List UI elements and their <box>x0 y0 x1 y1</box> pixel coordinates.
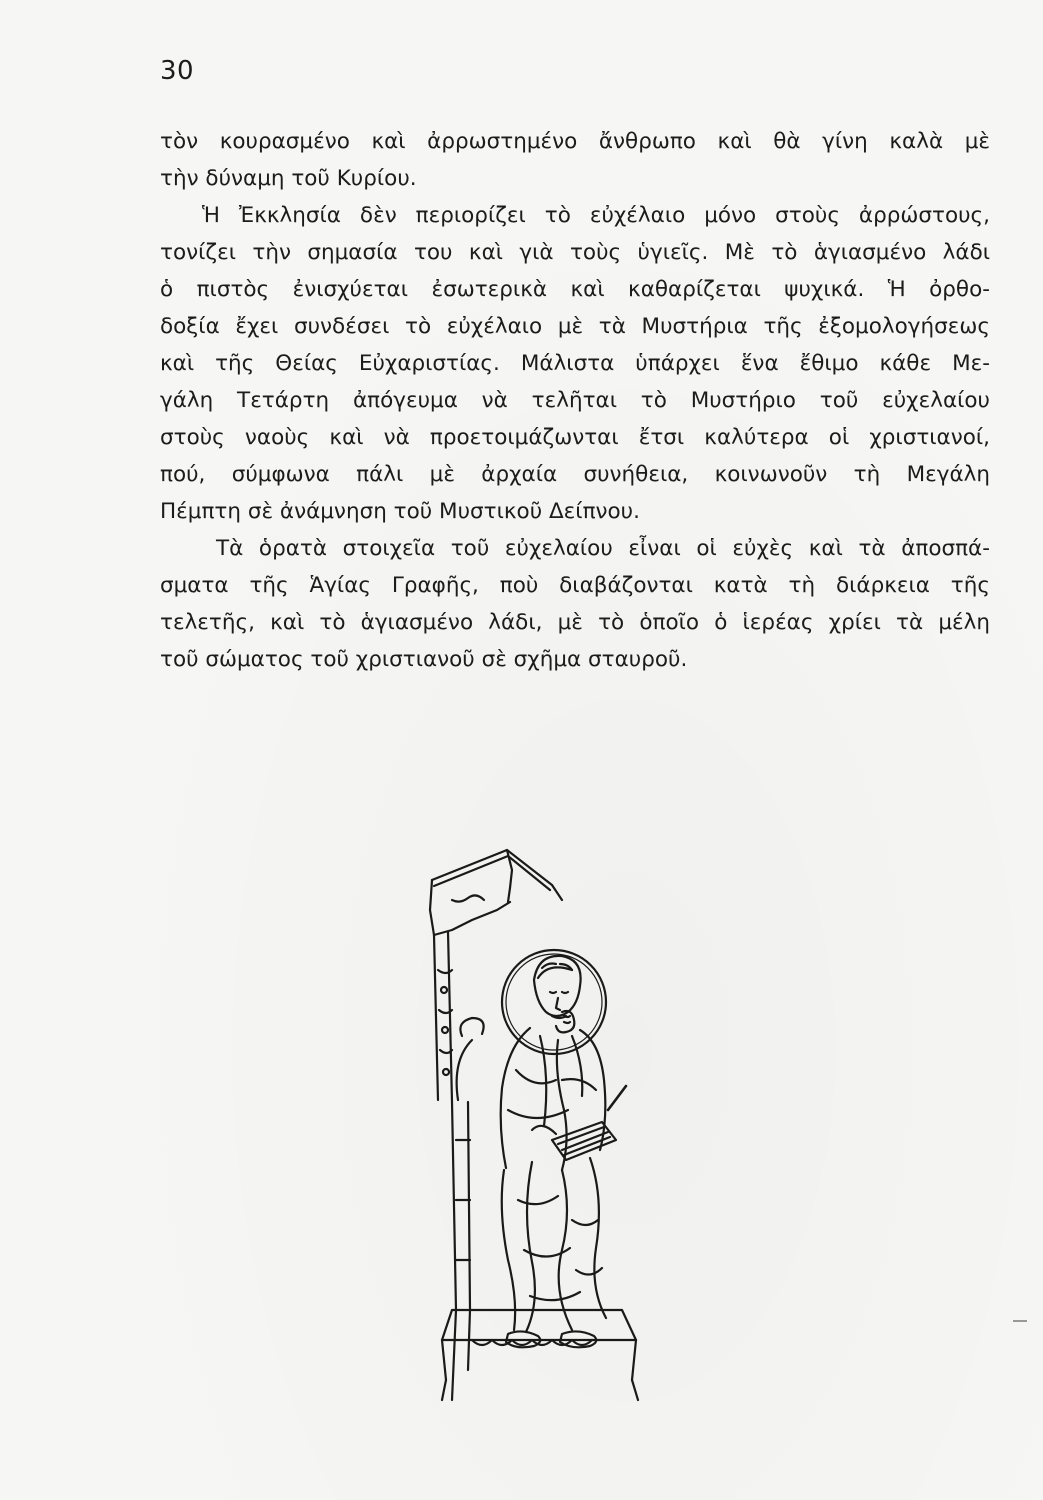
margin-mark <box>1013 1320 1027 1322</box>
text-line: σματα τῆς Ἁγίας Γραφῆς, ποὺ διαβάζονται κατὰ τὴ διάρκεια τῆς <box>160 573 990 598</box>
text-line: πού, σύμφωνα πάλι μὲ ἀρχαία συνήθεια, κοινωνοῦν τὴ Μεγάλη <box>160 462 990 487</box>
text-line: ὁ πιστὸς ἐνισχύεται ἐσωτερικὰ καὶ καθαρίζεται ψυχικά. Ἡ ὀρθο- <box>160 277 990 302</box>
text-line: Ἡ Ἐκκλησία δὲν περιορίζει τὸ εὐχέλαιο μόνο στοὺς ἀρρώστους, <box>202 203 990 228</box>
body-text <box>160 123 990 678</box>
text-line: Τὰ ὁρατὰ στοιχεῖα τοῦ εὐχελαίου εἶναι οἱ εὐχὲς καὶ τὰ ἀποσπά- <box>216 536 990 561</box>
text-line: τονίζει τὴν σημασία του καὶ γιὰ τοὺς ὑγιεῖς. Μὲ τὸ ἁγιασμένο λάδι <box>160 240 990 265</box>
text-line: τὸν κουρασμένο καὶ ἀρρωστημένο ἄνθρωπο καὶ θὰ γίνη καλὰ μὲ <box>160 129 990 154</box>
evangelist-writing-icon <box>412 840 672 1415</box>
text-line: δοξία ἔχει συνδέσει τὸ εὐχέλαιο μὲ τὰ Μυστήρια τῆς ἐξομολογήσεως <box>160 314 990 339</box>
text-line: Πέμπτη σὲ ἀνάμνηση τοῦ Μυστικοῦ Δείπνου. <box>160 499 640 524</box>
text-line: τὴν δύναμη τοῦ Κυρίου. <box>160 166 417 191</box>
text-line: στοὺς ναοὺς καὶ νὰ προετοιμάζωνται ἔτσι καλύτερα οἱ χριστιανοί, <box>160 425 990 450</box>
text-line: τελετῆς, καὶ τὸ ἁγιασμένο λάδι, μὲ τὸ ὁποῖο ὁ ἱερέας χρίει τὰ μέλη <box>160 610 990 635</box>
text-line: τοῦ σώματος τοῦ χριστιανοῦ σὲ σχῆμα σταυροῦ. <box>160 647 688 672</box>
text-line: γάλη Τετάρτη ἀπόγευμα νὰ τελῆται τὸ Μυστήριο τοῦ εὐχελαίου <box>160 388 990 413</box>
page-number: 30 <box>160 56 195 86</box>
text-line: καὶ τῆς Θείας Εὐχαριστίας. Μάλιστα ὑπάρχει ἕνα ἔθιμο κάθε Με- <box>160 351 990 376</box>
